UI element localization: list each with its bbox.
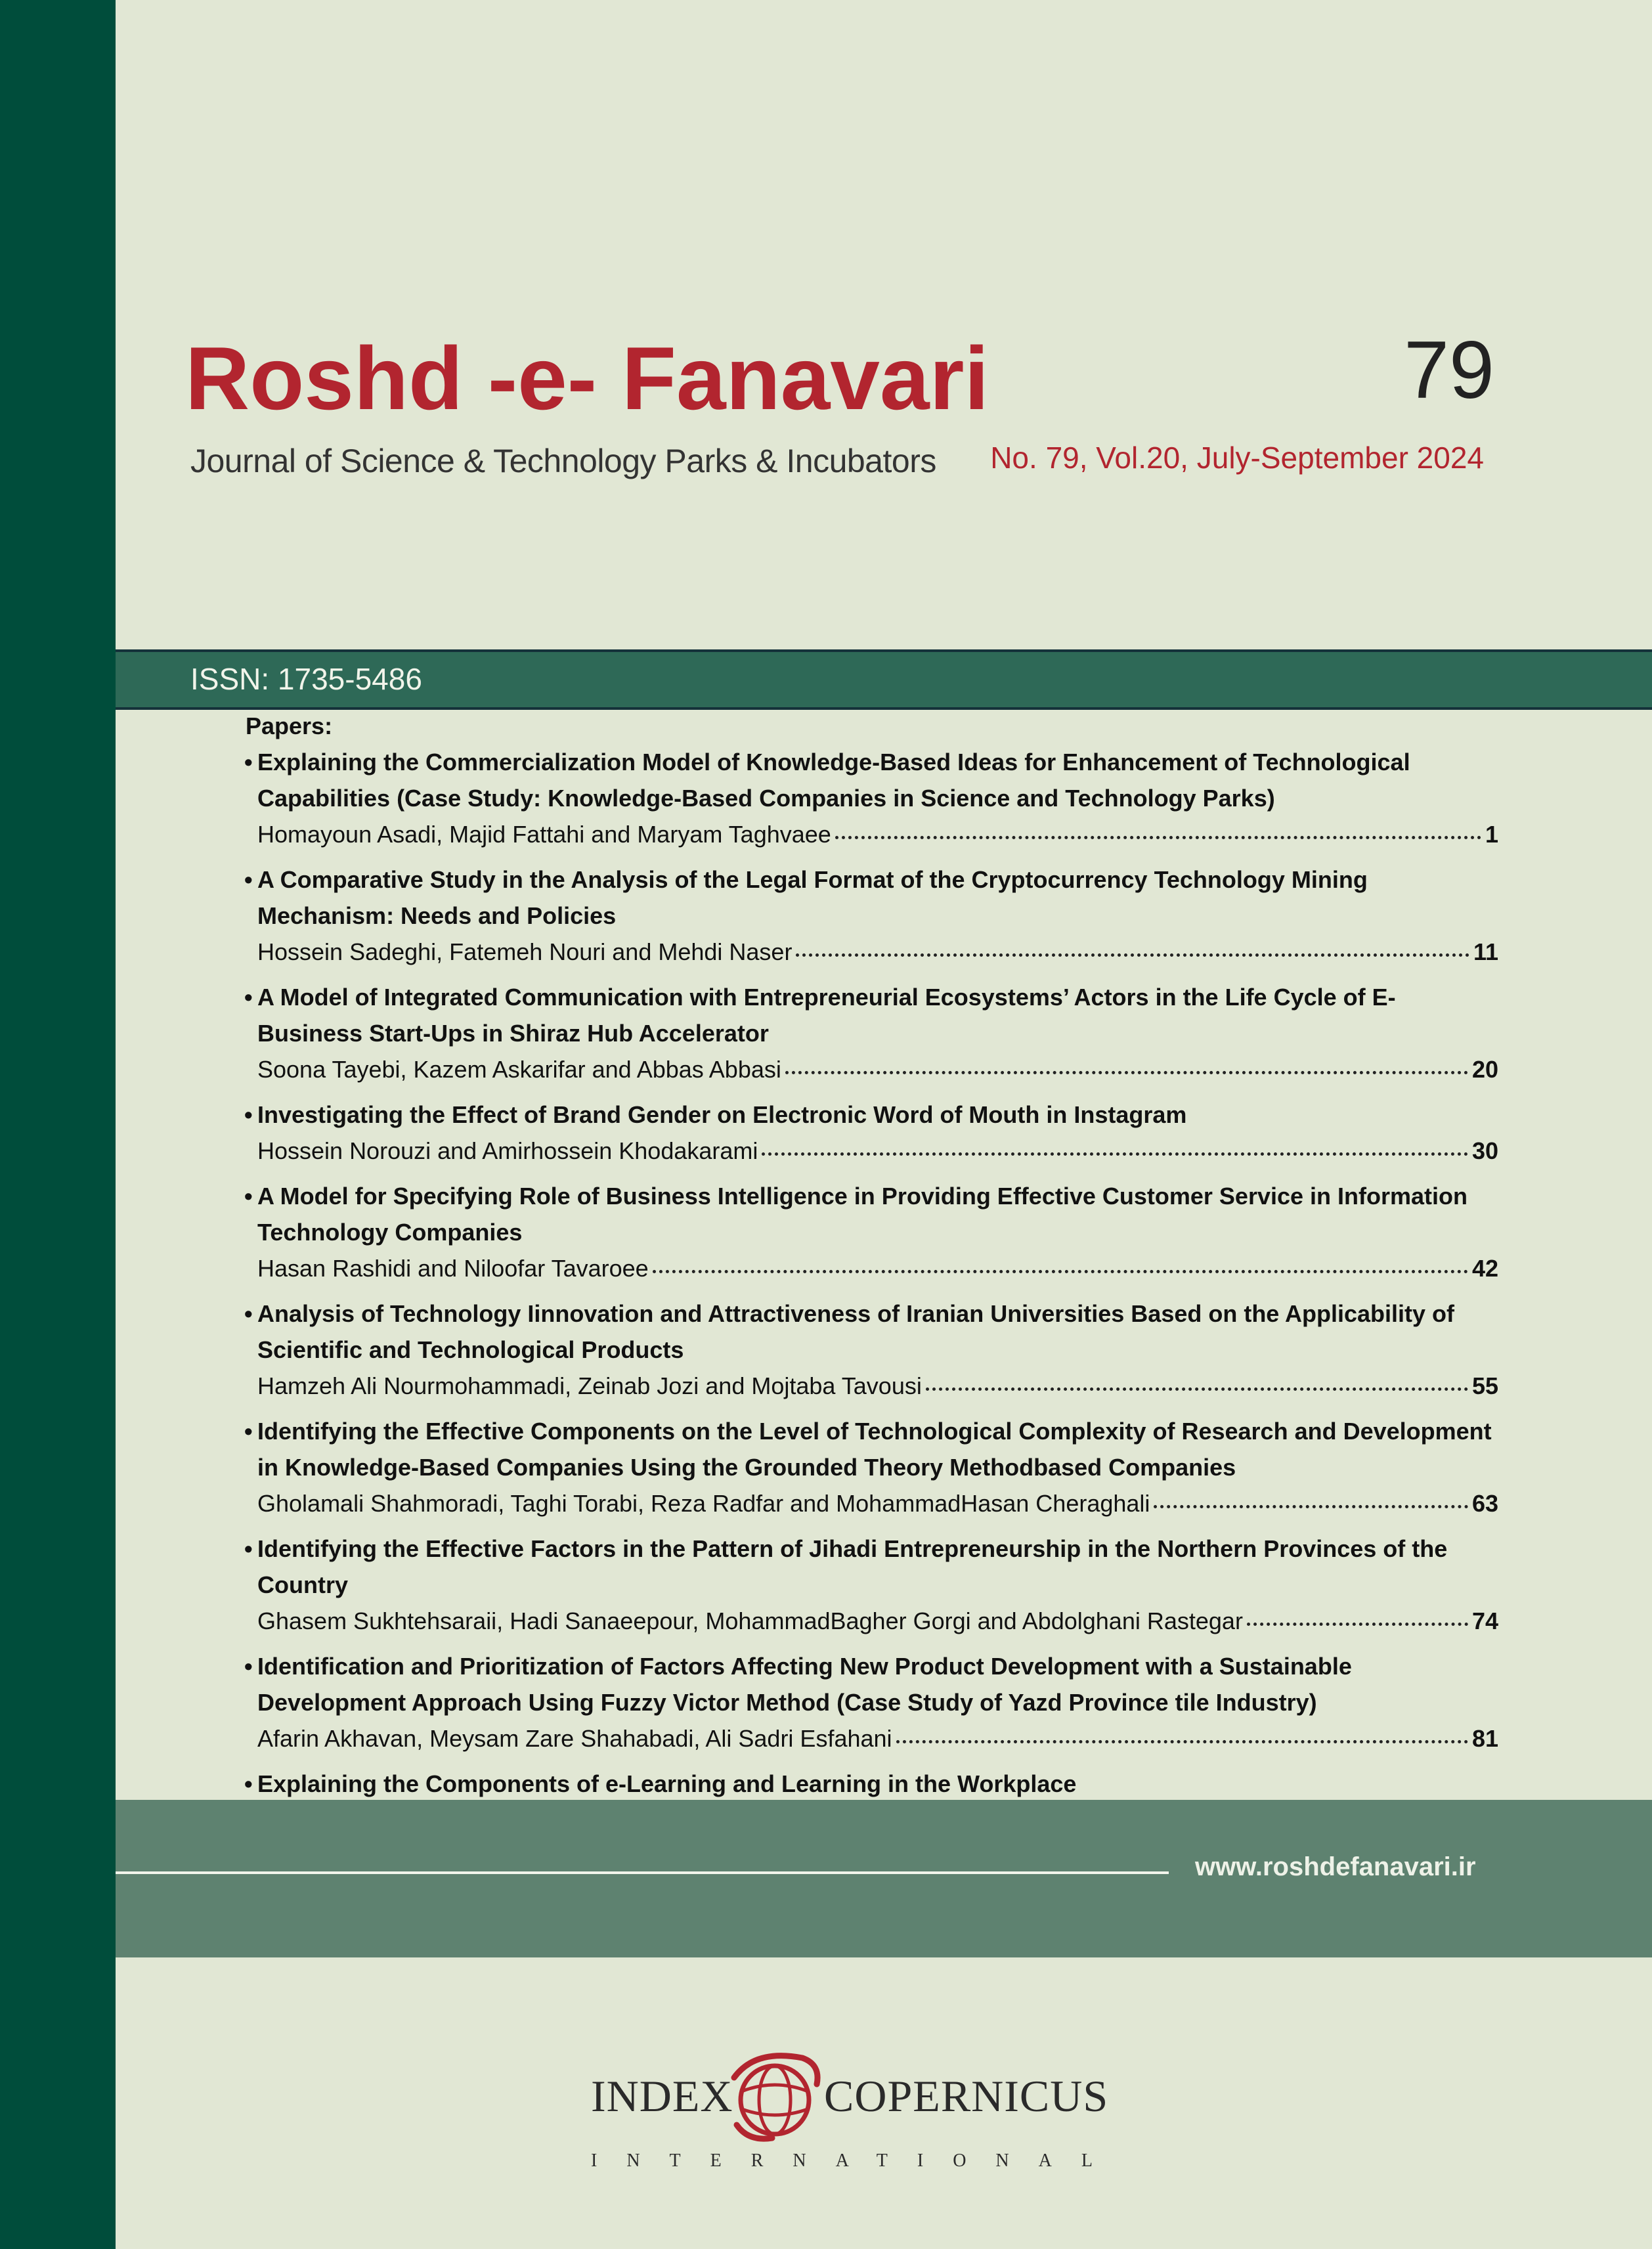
paper-authors: Hasan Rashidi and Niloofar Tavaroee xyxy=(257,1255,649,1282)
paper-authors-row xyxy=(244,816,1498,852)
dot-leader xyxy=(835,816,1481,839)
paper-authors: Homayoun Asadi, Majid Fattahi and Maryam Taghvaee xyxy=(257,821,831,848)
bullet: • xyxy=(244,1183,253,1210)
paper-title-text: A Model for Specifying Role of Business Intelligence in Providing Effective Customer Service in Information Technology Companies xyxy=(257,1183,1467,1246)
dot-leader xyxy=(1154,1485,1468,1508)
paper-authors: Afarin Akhavan, Meysam Zare Shahabadi, Ali Sadri Esfahani xyxy=(257,1725,892,1752)
logo-word-index: INDEX xyxy=(591,2071,733,2121)
paper-title-text: A Comparative Study in the Analysis of the Legal Format of the Cryptocurrency Technology Mining Mechanism: Needs and Policies xyxy=(257,866,1368,929)
website-link[interactable]: www.roshdefanavari.ir xyxy=(1195,1852,1476,1881)
paper-title xyxy=(244,1413,1498,1485)
paper-authors-row xyxy=(244,1603,1498,1639)
journal-title: Roshd -e- Fanavari xyxy=(185,328,989,428)
bullet: • xyxy=(244,1418,253,1445)
paper-authors-row xyxy=(244,1368,1498,1404)
bullet: • xyxy=(244,1101,253,1128)
dot-leader xyxy=(896,1720,1468,1743)
paper-title xyxy=(244,1296,1498,1368)
paper-entry xyxy=(244,862,1498,970)
paper-page-number: 55 xyxy=(1471,1372,1498,1399)
paper-entry xyxy=(244,1178,1498,1286)
paper-authors: Ghasem Sukhtehsaraii, Hadi Sanaeepour, MohammadBagher Gorgi and Abdolghani Rastegar xyxy=(257,1607,1243,1634)
paper-authors-row xyxy=(244,1485,1498,1521)
paper-title xyxy=(244,862,1498,934)
logo-word-copernicus: COPERNICUS xyxy=(824,2071,1109,2121)
paper-entry xyxy=(244,1531,1498,1639)
paper-authors: Hossein Sadeghi, Fatemeh Nouri and Mehdi Naser xyxy=(257,938,793,965)
dot-leader xyxy=(926,1368,1468,1391)
divider-line xyxy=(116,1871,1169,1874)
paper-page-number: 42 xyxy=(1471,1255,1498,1282)
cover-spine xyxy=(0,0,116,2249)
issue-details: No. 79, Vol.20, July-September 2024 xyxy=(990,441,1484,475)
paper-page-number: 74 xyxy=(1471,1607,1498,1634)
paper-title xyxy=(244,1097,1498,1133)
paper-authors-row xyxy=(244,1720,1498,1757)
dot-leader xyxy=(653,1250,1468,1273)
paper-authors: Hossein Norouzi and Amirhossein Khodakarami xyxy=(257,1137,758,1164)
paper-title-text: Explaining the Components of e-Learning and Learning in the Workplace xyxy=(257,1770,1077,1797)
paper-entry xyxy=(244,744,1498,852)
bullet: • xyxy=(244,866,253,893)
bullet: • xyxy=(244,984,253,1011)
paper-page-number: 20 xyxy=(1471,1056,1498,1083)
paper-title xyxy=(244,979,1498,1051)
paper-entry xyxy=(244,1648,1498,1757)
paper-items xyxy=(244,744,1498,1838)
paper-title xyxy=(244,744,1498,816)
paper-title xyxy=(244,1766,1498,1802)
paper-title xyxy=(244,1648,1498,1720)
issn-bar xyxy=(116,649,1652,710)
globe-icon xyxy=(729,2051,821,2143)
paper-title-text: Identification and Prioritization of Factors Affecting New Product Development with a Sustainable Development Approach Using Fuzzy Victor Method (Case Study of Yazd Province tile Industry) xyxy=(257,1653,1352,1716)
paper-authors-row xyxy=(244,1051,1498,1087)
paper-title-text: Identifying the Effective Factors in the Pattern of Jihadi Entrepreneurship in the Northern Provinces of the Country xyxy=(257,1535,1448,1598)
dot-leader xyxy=(785,1051,1468,1074)
bullet: • xyxy=(244,749,253,775)
issue-number: 79 xyxy=(1404,325,1494,416)
dot-leader xyxy=(762,1133,1468,1156)
papers-list xyxy=(244,708,1498,1847)
paper-page-number: 81 xyxy=(1471,1725,1498,1752)
paper-authors-row xyxy=(244,1250,1498,1286)
logo-tagline: INTERNATIONAL xyxy=(591,2151,1122,2171)
paper-title-text: Analysis of Technology Iinnovation and Attractiveness of Iranian Universities Based on the Applicability of Scientific and Technological Products xyxy=(257,1300,1455,1363)
paper-page-number: 30 xyxy=(1471,1137,1498,1164)
dot-leader xyxy=(796,934,1469,957)
paper-title-text: Identifying the Effective Components on the Level of Technological Complexity of Research and Development in Knowledge-Based Companies Using the Grounded Theory Methodbased Companies xyxy=(257,1418,1492,1481)
paper-page-number: 63 xyxy=(1471,1490,1498,1517)
footer-band xyxy=(116,1800,1652,1957)
paper-title-text: Investigating the Effect of Brand Gender on Electronic Word of Mouth in Instagram xyxy=(257,1101,1187,1128)
paper-entry xyxy=(244,1097,1498,1169)
paper-authors-row xyxy=(244,934,1498,970)
index-copernicus-logo xyxy=(591,2042,1122,2173)
paper-authors: Gholamali Shahmoradi, Taghi Torabi, Reza Radfar and MohammadHasan Cheraghali xyxy=(257,1490,1150,1517)
paper-title xyxy=(244,1178,1498,1250)
paper-authors: Hamzeh Ali Nourmohammadi, Zeinab Jozi and Mojtaba Tavousi xyxy=(257,1372,922,1399)
paper-authors-row xyxy=(244,1133,1498,1169)
paper-page-number: 1 xyxy=(1485,821,1498,848)
bullet: • xyxy=(244,1770,253,1797)
paper-title-text: A Model of Integrated Communication with Entrepreneurial Ecosystems’ Actors in the Life Cycle of E-Business Start-Ups in Shiraz Hub Accelerator xyxy=(257,984,1396,1047)
paper-entry xyxy=(244,1296,1498,1404)
bullet: • xyxy=(244,1300,253,1327)
paper-title-text: Explaining the Commercialization Model of Knowledge-Based Ideas for Enhancement of Technological Capabilities (Case Study: Knowledge-Based Companies in Science and Technology Parks) xyxy=(257,749,1410,812)
paper-authors: Soona Tayebi, Kazem Askarifar and Abbas Abbasi xyxy=(257,1056,781,1083)
issn-text: ISSN: 1735-5486 xyxy=(190,662,422,696)
journal-subtitle: Journal of Science & Technology Parks & Incubators xyxy=(190,443,936,479)
papers-label: Papers: xyxy=(246,712,333,739)
paper-title xyxy=(244,1531,1498,1603)
paper-page-number: 11 xyxy=(1473,938,1498,965)
bullet: • xyxy=(244,1653,253,1680)
bullet: • xyxy=(244,1535,253,1562)
paper-entry xyxy=(244,979,1498,1087)
paper-entry xyxy=(244,1413,1498,1521)
dot-leader xyxy=(1247,1603,1468,1626)
